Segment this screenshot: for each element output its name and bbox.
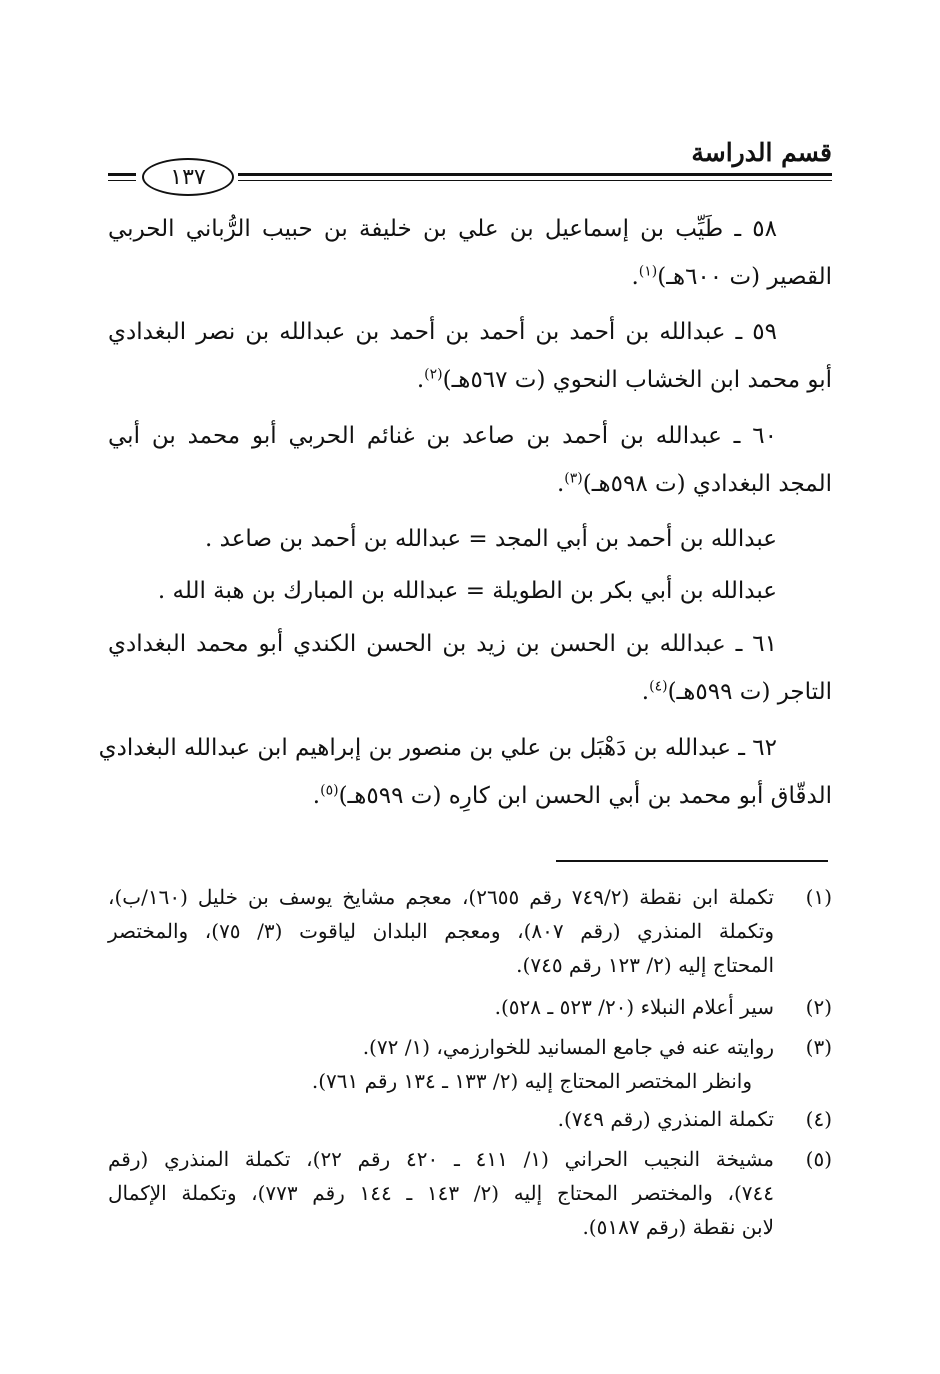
footnote-line: وتكملة المنذري (رقم ٨٠٧)، ومعجم البلدان لياقوت (٣/ ٧٥)، والمختصر — [108, 919, 774, 943]
footnote-line: المحتاج إليه (٢/ ١٢٣ رقم ٧٤٥). — [516, 953, 774, 977]
footnote-2 — [108, 990, 832, 1024]
header-rule — [238, 173, 832, 181]
entry-line: الدقّاق أبو محمد بن أبي الحسن ابن كارِه (ت ٥٩٩هـ)$^{(٥)}$. — [312, 782, 832, 809]
footnote-number: (٣) — [805, 1035, 832, 1059]
page-number — [142, 158, 234, 196]
footnote-line: ٧٤٤)، والمختصر المحتاج إليه (٢/ ١٤٣ ـ ١٤٤ رقم ٧٧٣)، وتكملة الإكمال — [108, 1181, 774, 1205]
footnote-3 — [108, 1030, 832, 1098]
entry-line: ٦١ ـ عبدالله بن الحسن بن زيد بن الحسن الكندي أبو محمد البغدادي — [108, 631, 777, 657]
entry-line: المجد البغدادي (ت ٥٩٨هـ)$^{(٣)}$. — [556, 470, 832, 497]
footnote-line: وانظر المختصر المحتاج إليه (٢/ ١٣٣ ـ ١٣٤ رقم ٧٦١). — [311, 1069, 752, 1093]
footnote-ref[interactable]: (٥) — [320, 782, 339, 799]
footnote-line: تكملة ابن نقطة (٧٤٩/٢ رقم ٢٦٥٥)، معجم مشايخ يوسف بن خليل (١٦٠/ب)، — [108, 885, 775, 909]
footnote-separator — [556, 860, 828, 862]
entry-61 — [108, 620, 832, 716]
footnote-line: تكملة المنذري (رقم ٧٤٩). — [557, 1107, 774, 1131]
footnote-ref[interactable]: (٤) — [649, 678, 668, 695]
entry-59 — [108, 308, 832, 404]
section-title: قسم الدراسة — [691, 138, 832, 167]
footnote-line: روايته عنه في جامع المسانيد للخوارزمي، (١/ ٧٢). — [362, 1035, 774, 1059]
footnote-ref[interactable]: (١) — [638, 263, 658, 280]
entry-line: أبو محمد ابن الخشاب النحوي (ت ٥٦٧هـ)$^{(٢)}$. — [416, 366, 832, 393]
footnote-line: سير أعلام النبلاء (٢٠/ ٥٢٣ ـ ٥٢٨). — [494, 995, 774, 1019]
entry-line: ٦٠ ـ عبدالله بن أحمد بن صاعد بن غنائم الحربي أبو محمد بن أبي — [108, 423, 777, 449]
cross-reference — [108, 567, 832, 615]
footnote-line: لابن نقطة (رقم ٥١٨٧). — [582, 1215, 774, 1239]
entry-62 — [98, 724, 832, 820]
footnote-number: (٢) — [805, 995, 832, 1019]
entry-line: التاجر (ت ٥٩٩هـ)$^{(٤)}$. — [641, 678, 832, 705]
footnote-number: (٤) — [805, 1107, 832, 1131]
footnote-ref[interactable]: (٣) — [564, 470, 583, 487]
page-number-text: ١٣٧ — [170, 164, 206, 190]
footnote-number: (٥) — [805, 1147, 832, 1171]
footnote-5 — [108, 1142, 832, 1244]
cross-reference — [108, 515, 832, 563]
footnote-number: (١) — [805, 885, 832, 909]
entry-line: ٥٨ ـ طَيِّب بن إسماعيل بن علي بن خليفة بن حبيب الرُّباني الحربي — [108, 216, 777, 242]
entry-60 — [108, 412, 832, 508]
footnote-ref[interactable]: (٢) — [424, 366, 443, 383]
footnote-1 — [108, 880, 832, 982]
entry-line: ٦٢ ـ عبدالله بن دَهْبَل بن علي بن منصور بن إبراهيم ابن عبدالله البغدادي — [98, 735, 777, 761]
header-rule-left — [108, 173, 136, 181]
footnote-4 — [108, 1102, 832, 1136]
entry-line: ٥٩ ـ عبدالله بن أحمد بن أحمد بن أحمد بن عبدالله بن نصر البغدادي — [108, 319, 777, 345]
entry-line: عبدالله بن أحمد بن أبي المجد = عبدالله بن أحمد بن صاعد . — [205, 526, 777, 552]
footnote-line: مشيخة النجيب الحراني (١/ ٤١١ ـ ٤٢٠ رقم ٢٢)، تكملة المنذري (رقم — [108, 1147, 775, 1171]
entry-line: عبدالله بن أبي بكر بن الطويلة = عبدالله بن المبارك بن هبة الله . — [157, 578, 777, 604]
entry-58 — [108, 205, 832, 301]
entry-line: القصير (ت ٦٠٠هـ)$^{(١)}$. — [631, 263, 832, 290]
